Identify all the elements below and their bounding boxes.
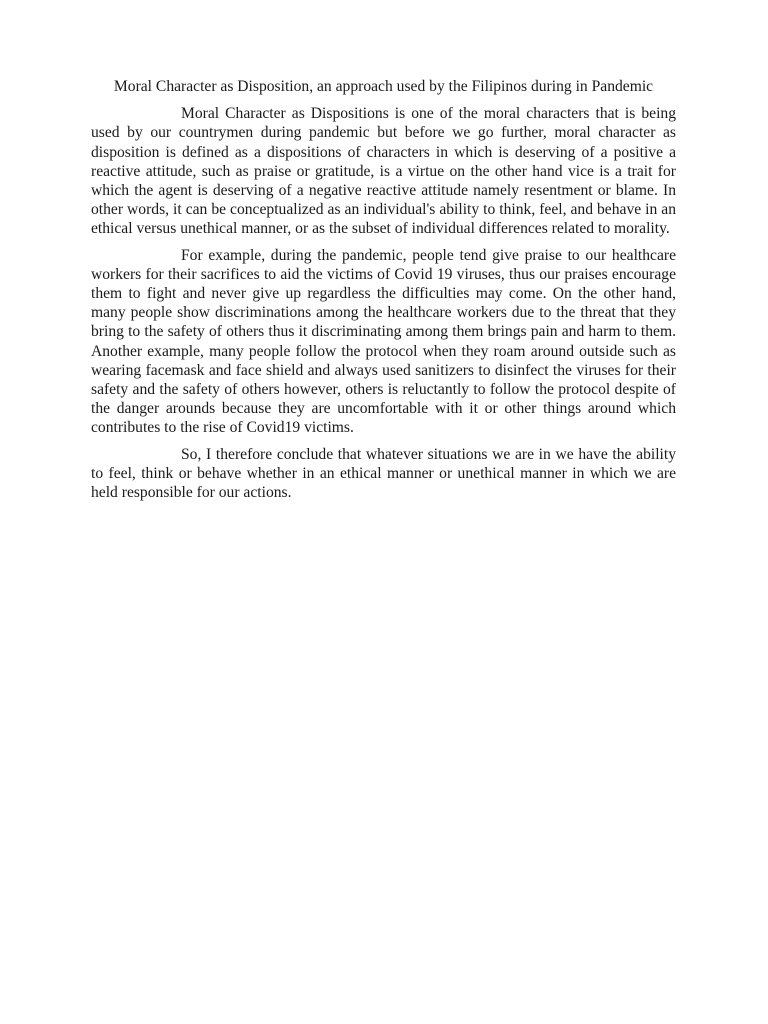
document-body [91,77,676,509]
paragraph-examples: For example, during the pandemic, people tend give praise to our healthcare workers for their sacrifices to aid the victims of Covid 19 viruses, thus our praises encourage them to fight and never give up regardless the difficulties may come. On the other hand, many people show discriminations among the healthcare workers due to the threat that they bring to the safety of others thus it discriminating among them brings pain and harm to them. Another example, many people follow the protocol when they roam around outside such as wearing facemask and face shield and always used sanitizers to disinfect the viruses for their safety and the safety of others however, others is reluctantly to follow the protocol despite of the danger arounds because they are uncomfortable with it or other things around which contributes to the rise of Covid19 victims. [91,246,676,437]
paragraph-definition: Moral Character as Dispositions is one of the moral characters that is being used by our countrymen during pandemic but before we go further, moral character as disposition is defined as a dispositions of characters in which is deserving of a positive a reactive attitude, such as praise or gratitude, is a virtue on the other hand vice is a trait for which the agent is deserving of a negative reactive attitude namely resentment or blame. In other words, it can be conceptualized as an individual's ability to think, feel, and behave in an ethical versus unethical manner, or as the subset of individual differences related to morality. [91,105,676,238]
document-title: Moral Character as Disposition, an approach used by the Filipinos during in Pandemic [113,78,654,95]
paragraph-conclusion: So, I therefore conclude that whatever situations we are in we have the ability to feel, think or behave whether in an ethical manner or unethical manner in which we are held responsible for our actions. [91,445,676,502]
